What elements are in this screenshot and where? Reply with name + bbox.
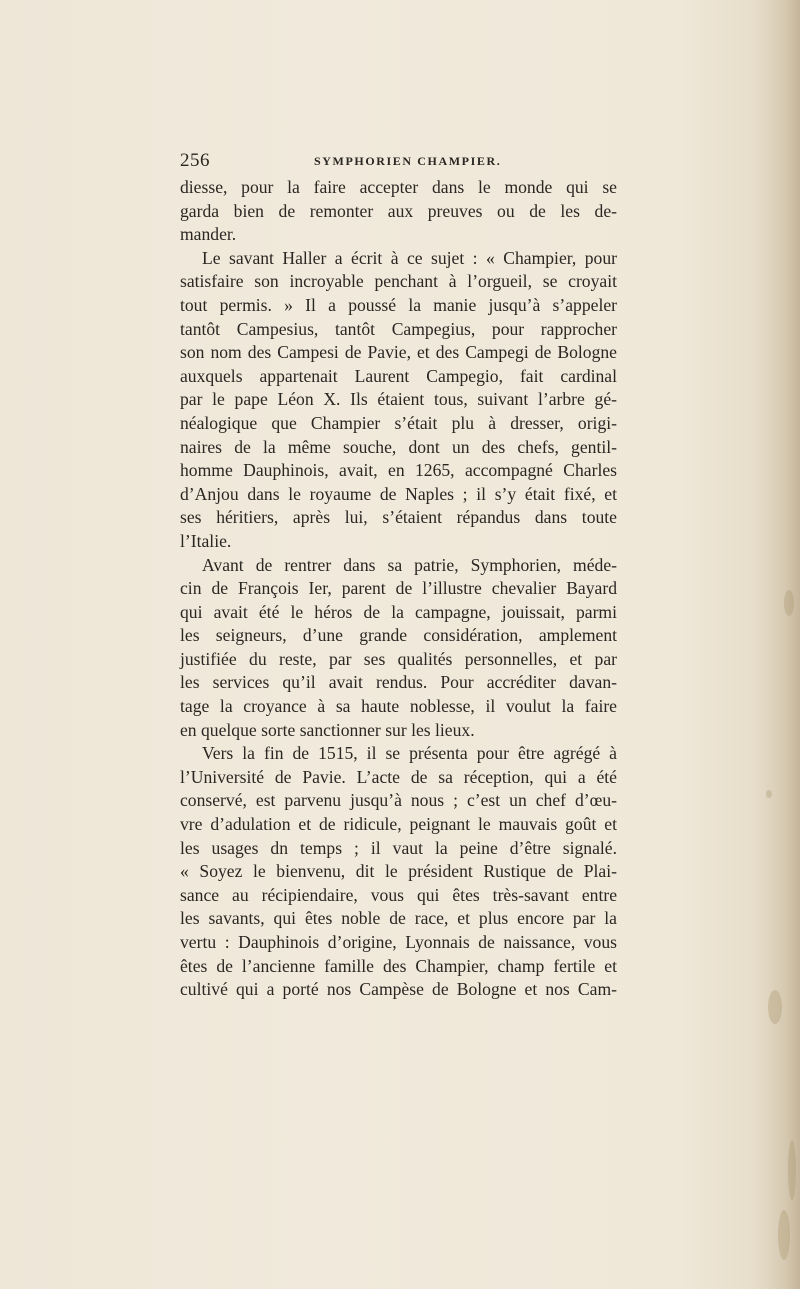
- text-line: satisfaire son incroyable penchant à l’orgueil, se croyait: [180, 271, 617, 292]
- text-line: les savants, qui êtes noble de race, et plus encore par la: [180, 908, 617, 929]
- text-line: naires de la même souche, dont un des chefs, gentil-: [180, 436, 617, 457]
- text-line: conservé, est parvenu jusqu’à nous ; c’est un chef d’œu-: [180, 790, 617, 811]
- text-line: êtes de l’ancienne famille des Champier, champ fertile et: [180, 955, 617, 976]
- text-line: ses héritiers, après lui, s’étaient répandus dans toute: [180, 507, 617, 528]
- text-line: « Soyez le bienvenu, dit le président Rustique de Plai-: [180, 861, 617, 882]
- text-line: garda bien de remonter aux preuves ou de les de-: [180, 200, 617, 221]
- text-line: son nom des Campesi de Pavie, et des Campegi de Bologne: [180, 342, 617, 363]
- text-line: l’Université de Pavie. L’acte de sa réception, qui a été: [180, 766, 617, 787]
- text-line: en quelque sorte sanctionner sur les lieux.: [180, 719, 475, 740]
- text-line: vertu : Dauphinois d’origine, Lyonnais de naissance, vous: [180, 932, 617, 952]
- text-line: Le savant Haller a écrit à ce sujet : « Champier, pour: [202, 247, 617, 268]
- text-line: les services qu’il avait rendus. Pour accréditer davan-: [180, 672, 617, 693]
- text-line: justifiée du reste, par ses qualités personnelles, et par: [180, 648, 617, 669]
- text-line: Vers la fin de 1515, il se présenta pour être agrégé à: [202, 743, 617, 764]
- text-line: cin de François Ier, parent de l’illustre chevalier Bayard: [180, 578, 617, 599]
- text-line: tout permis. » Il a poussé la manie jusqu’à s’appeler: [180, 294, 617, 315]
- foxing-spot: [784, 590, 794, 616]
- foxing-spot: [768, 990, 782, 1024]
- text-line: mander.: [180, 224, 237, 245]
- text-line: par le pape Léon X. Ils étaient tous, suivant l’arbre gé-: [180, 389, 617, 410]
- text-line: homme Dauphinois, avait, en 1265, accompagné Charles: [180, 460, 617, 481]
- body-text: [180, 176, 617, 1002]
- text-line: vre d’adulation et de ridicule, peignant le mauvais goût et: [180, 814, 617, 835]
- text-line: auxquels appartenait Laurent Campegio, fait cardinal: [180, 365, 617, 386]
- text-line: tantôt Campesius, tantôt Campegius, pour rapprocher: [180, 318, 617, 339]
- text-line: les seigneurs, d’une grande considération, amplement: [180, 625, 617, 646]
- text-line: sance au récipiendaire, vous qui êtes très-savant entre: [180, 884, 617, 905]
- foxing-spot: [788, 1140, 796, 1200]
- page-edge-stain: [752, 0, 800, 1289]
- text-line: néalogique que Champier s’était plu à dresser, origi-: [180, 412, 617, 433]
- page-number: 256: [180, 150, 210, 171]
- text-line: qui avait été le héros de la campagne, jouissait, parmi: [180, 601, 617, 622]
- text-line: tage la croyance à sa haute noblesse, il voulut la faire: [180, 696, 617, 717]
- page-header: [180, 150, 617, 174]
- text-line: les usages dn temps ; il vaut la peine d’être signalé.: [180, 837, 617, 858]
- text-line: cultivé qui a porté nos Campèse de Bologne et nos Cam-: [180, 979, 617, 1000]
- text-line: diesse, pour la faire accepter dans le monde qui se: [180, 177, 617, 197]
- foxing-spot: [766, 790, 772, 798]
- text-line: d’Anjou dans le royaume de Naples ; il s’y était fixé, et: [180, 483, 617, 504]
- text-line: l’Italie.: [180, 530, 232, 551]
- text-line: Avant de rentrer dans sa patrie, Symphorien, méde-: [202, 554, 617, 575]
- running-head: SYMPHORIEN CHAMPIER.: [314, 154, 502, 168]
- foxing-spot: [778, 1210, 790, 1260]
